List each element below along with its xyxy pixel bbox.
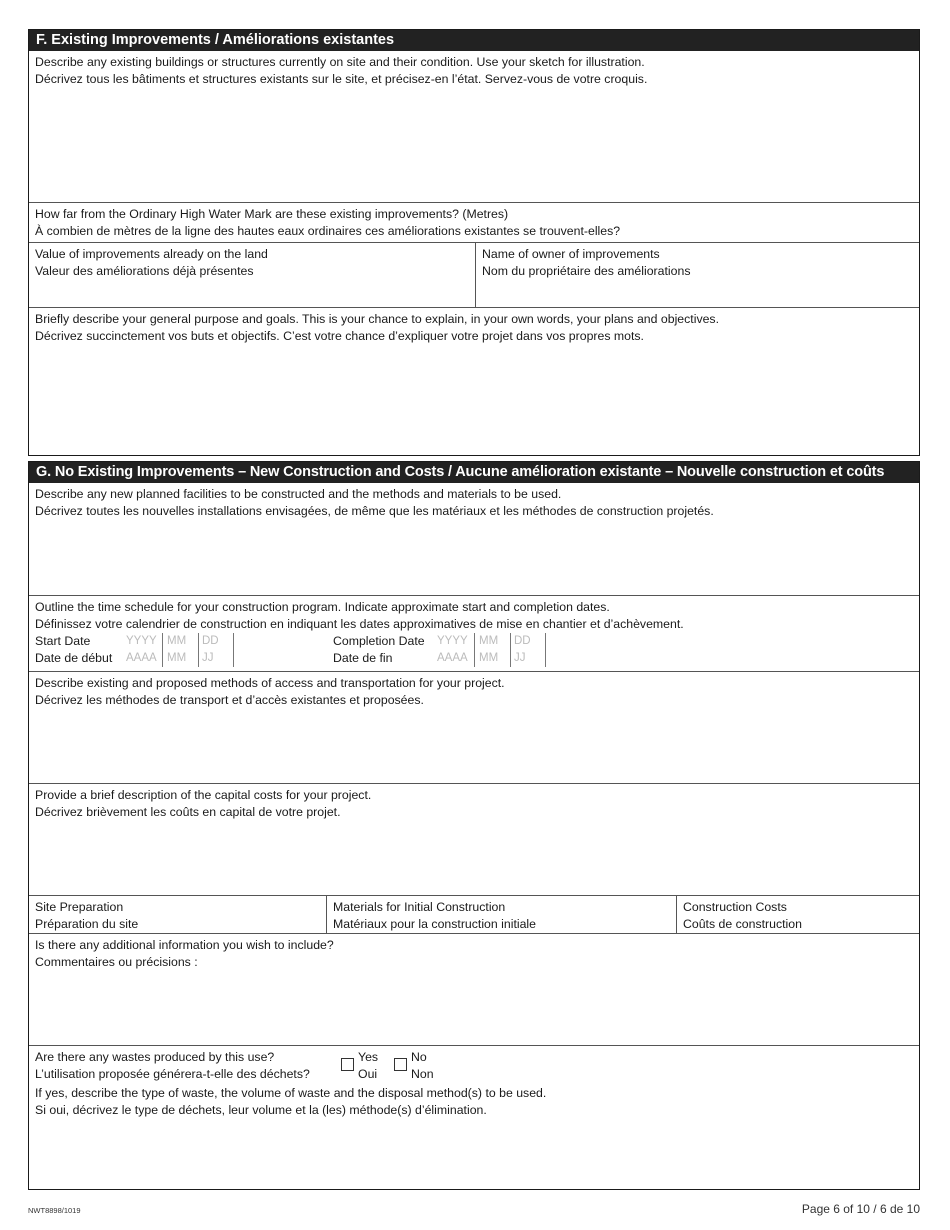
improvements-value-label-en: Value of improvements already on the land [35, 247, 268, 261]
section-f [28, 29, 920, 456]
additional-info-label-en: Is there any additional information you wish to include? [35, 938, 334, 952]
improvements-owner-label-en: Name of owner of improvements [482, 247, 660, 261]
completion-day-placeholder-en: DD [514, 635, 531, 647]
completion-year-placeholder-en: YYYY [437, 635, 468, 647]
new-facilities-label-en: Describe any new planned facilities to be constructed and the methods and materials to be used. [35, 487, 562, 501]
high-water-distance-field[interactable] [29, 202, 919, 242]
wastes-yes-checkbox[interactable] [341, 1058, 354, 1071]
start-year-placeholder-fr: AAAA [126, 652, 157, 664]
existing-buildings-field[interactable] [29, 51, 919, 202]
yes-label-en: Yes [358, 1050, 379, 1064]
waste-description-label-en: If yes, describe the type of waste, the volume of waste and the disposal method(s) to be used. [35, 1086, 547, 1100]
time-schedule-section [29, 595, 919, 671]
additional-info-label-fr: Commentaires ou précisions : [35, 955, 198, 969]
wastes-question-fr: L’utilisation proposée générera-t-elle des déchets? [35, 1067, 310, 1081]
purpose-goals-field[interactable] [29, 307, 919, 454]
initial-materials-field[interactable] [326, 896, 676, 933]
initial-materials-label-en: Materials for Initial Construction [333, 900, 506, 914]
form-code: NWT8898/1019 [28, 1206, 81, 1215]
construction-costs-field[interactable] [676, 896, 919, 933]
high-water-distance-label-en: How far from the Ordinary High Water Mark are these existing improvements? (Metres) [35, 207, 509, 221]
date-fields-row [35, 633, 913, 667]
improvements-value-field[interactable] [29, 243, 475, 307]
completion-date-label-en: Completion Date [333, 634, 425, 648]
completion-month-placeholder-fr: MM [479, 652, 499, 664]
waste-description-label-fr: Si oui, décrivez le type de déchets, leur volume et la (les) méthode(s) d’élimination. [35, 1103, 487, 1117]
completion-month-input[interactable] [476, 633, 511, 667]
new-facilities-field[interactable] [29, 483, 919, 595]
capital-costs-field[interactable] [29, 783, 919, 895]
completion-month-placeholder-en: MM [479, 635, 499, 647]
start-day-placeholder-fr: JJ [202, 652, 214, 664]
yes-label-fr: Oui [358, 1067, 378, 1081]
capital-costs-label-fr: Décrivez brièvement les coûts en capital de votre projet. [35, 805, 341, 819]
improvements-owner-label-fr: Nom du propriétaire des améliorations [482, 264, 691, 278]
section-g-title: G. No Existing Improvements – New Construction and Costs / Aucune amélioration existante – Nouvelle construction et coûts [29, 462, 919, 483]
start-month-placeholder-fr: MM [167, 652, 187, 664]
completion-year-placeholder-fr: AAAA [437, 652, 468, 664]
completion-day-input[interactable] [511, 633, 546, 667]
initial-materials-label-fr: Matériaux pour la construction initiale [333, 917, 537, 931]
start-month-placeholder-en: MM [167, 635, 187, 647]
access-transport-label-en: Describe existing and proposed methods of access and transportation for your project. [35, 676, 505, 690]
high-water-distance-label-fr: À combien de mètres de la ligne des hautes eaux ordinaires ces améliorations existantes se trouvent-elles? [35, 224, 621, 238]
purpose-goals-label-fr: Décrivez succinctement vos buts et objectifs. C’est votre chance d’expliquer votre projet dans vos propres mots. [35, 329, 644, 343]
new-facilities-label-fr: Décrivez toutes les nouvelles installations envisagées, de même que les matériaux et les méthodes de construction projetés. [35, 504, 714, 518]
site-preparation-label-fr: Préparation du site [35, 917, 139, 931]
value-owner-row [29, 242, 919, 307]
time-schedule-label-en: Outline the time schedule for your construction program. Indicate approximate start and completion dates. [35, 600, 610, 614]
page-number: Page 6 of 10 / 6 de 10 [801, 1202, 920, 1216]
wastes-no-checkbox[interactable] [394, 1058, 407, 1071]
improvements-value-label-fr: Valeur des améliorations déjà présentes [35, 264, 254, 278]
start-month-input[interactable] [164, 633, 199, 667]
start-date-label-en: Start Date [35, 634, 91, 648]
start-date-label-fr: Date de début [35, 651, 113, 665]
improvements-owner-field[interactable] [475, 243, 919, 307]
additional-info-field[interactable] [29, 933, 919, 1045]
existing-buildings-label-fr: Décrivez tous les bâtiments et structures existants sur le site, et précisez-en l’état. Servez-vous de votre croquis. [35, 72, 648, 86]
site-preparation-field[interactable] [29, 896, 326, 933]
wastes-question-row [35, 1049, 913, 1083]
section-g [28, 461, 920, 1190]
no-label-fr: Non [411, 1067, 434, 1081]
wastes-question-en: Are there any wastes produced by this use? [35, 1050, 275, 1064]
access-transport-label-fr: Décrivez les méthodes de transport et d’accès existantes et proposées. [35, 693, 424, 707]
start-year-placeholder-en: YYYY [126, 635, 157, 647]
completion-day-placeholder-fr: JJ [514, 652, 526, 664]
waste-description-field[interactable] [35, 1083, 913, 1119]
capital-costs-label-en: Provide a brief description of the capital costs for your project. [35, 788, 372, 802]
section-f-title: F. Existing Improvements / Améliorations existantes [29, 30, 919, 51]
time-schedule-label-fr: Définissez votre calendrier de construction en indiquant les dates approximatives de mise en chantier et d’achèvement. [35, 617, 684, 631]
cost-breakdown-row [29, 895, 919, 933]
completion-year-input[interactable] [434, 633, 475, 667]
site-preparation-label-en: Site Preparation [35, 900, 124, 914]
start-year-input[interactable] [123, 633, 163, 667]
purpose-goals-label-en: Briefly describe your general purpose and goals. This is your chance to explain, in your own words, your plans and objectives. [35, 312, 719, 326]
start-day-placeholder-en: DD [202, 635, 219, 647]
wastes-section [29, 1045, 919, 1188]
start-day-input[interactable] [199, 633, 234, 667]
access-transport-field[interactable] [29, 671, 919, 783]
no-label-en: No [411, 1050, 427, 1064]
existing-buildings-label-en: Describe any existing buildings or structures currently on site and their condition. Use your sketch for illustration. [35, 55, 645, 69]
completion-date-label-fr: Date de fin [333, 651, 393, 665]
construction-costs-label-fr: Coûts de construction [683, 917, 802, 931]
construction-costs-label-en: Construction Costs [683, 900, 787, 914]
